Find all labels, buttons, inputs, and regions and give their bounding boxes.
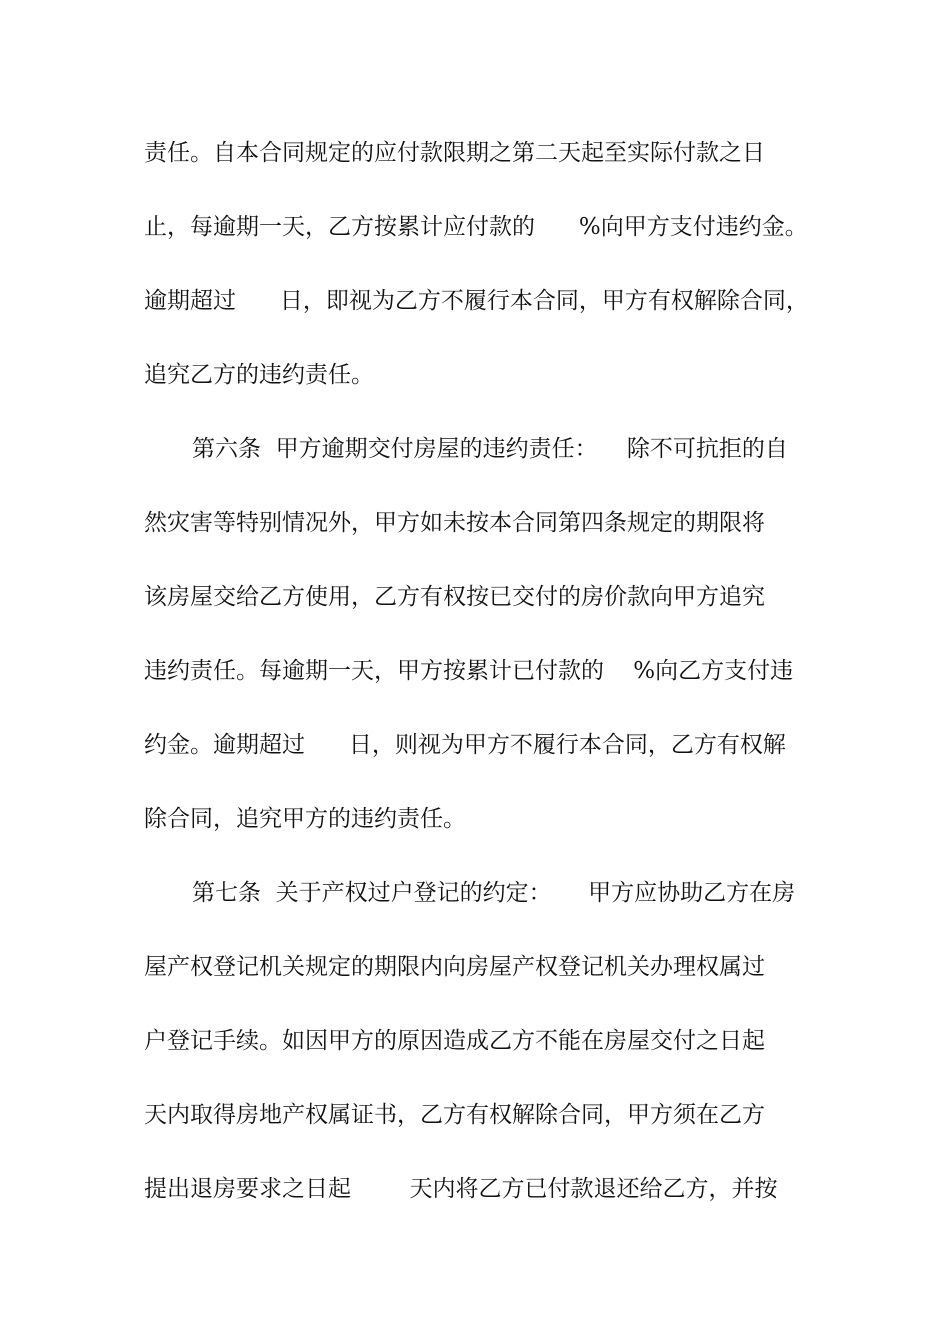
text-line: 户登记手续。如因甲方的原因造成乙方不能在房屋交付之日起	[144, 1028, 765, 1054]
article-7-heading-line: 第七条 关于产权过户登记的约定： 甲方应协助乙方在房	[192, 880, 796, 906]
text-line: 然灾害等特别情况外，甲方如未按本合同第四条规定的期限将	[144, 510, 765, 536]
text-line: 屋产权登记机关规定的期限内向房屋产权登记机关办理权属过	[144, 954, 765, 980]
text-line: 止，每逾期一天，乙方按累计应付款的 %向甲方支付违约金。	[144, 214, 808, 240]
text-line: 除合同，追究甲方的违约责任。	[144, 806, 466, 832]
text-line: 天内取得房地产权属证书，乙方有权解除合同，甲方须在乙方	[144, 1102, 765, 1128]
text-line: 该房屋交给乙方使用，乙方有权按已交付的房价款向甲方追究	[144, 584, 765, 610]
text-line: 提出退房要求之日起 天内将乙方已付款退还给乙方，并按	[144, 1176, 778, 1202]
article-6-heading-line: 第六条 甲方逾期交付房屋的违约责任： 除不可抗拒的自	[192, 436, 788, 462]
text-line: 违约责任。每逾期一天，甲方按累计已付款的 %向乙方支付违	[144, 658, 794, 684]
text-line: 追究乙方的违约责任。	[144, 362, 374, 388]
text-line: 责任。自本合同规定的应付款限期之第二天起至实际付款之日	[144, 140, 765, 166]
text-line: 逾期超过 日，即视为乙方不履行本合同，甲方有权解除合同，	[144, 288, 809, 314]
text-line: 约金。逾期超过 日，则视为甲方不履行本合同，乙方有权解	[144, 732, 786, 758]
